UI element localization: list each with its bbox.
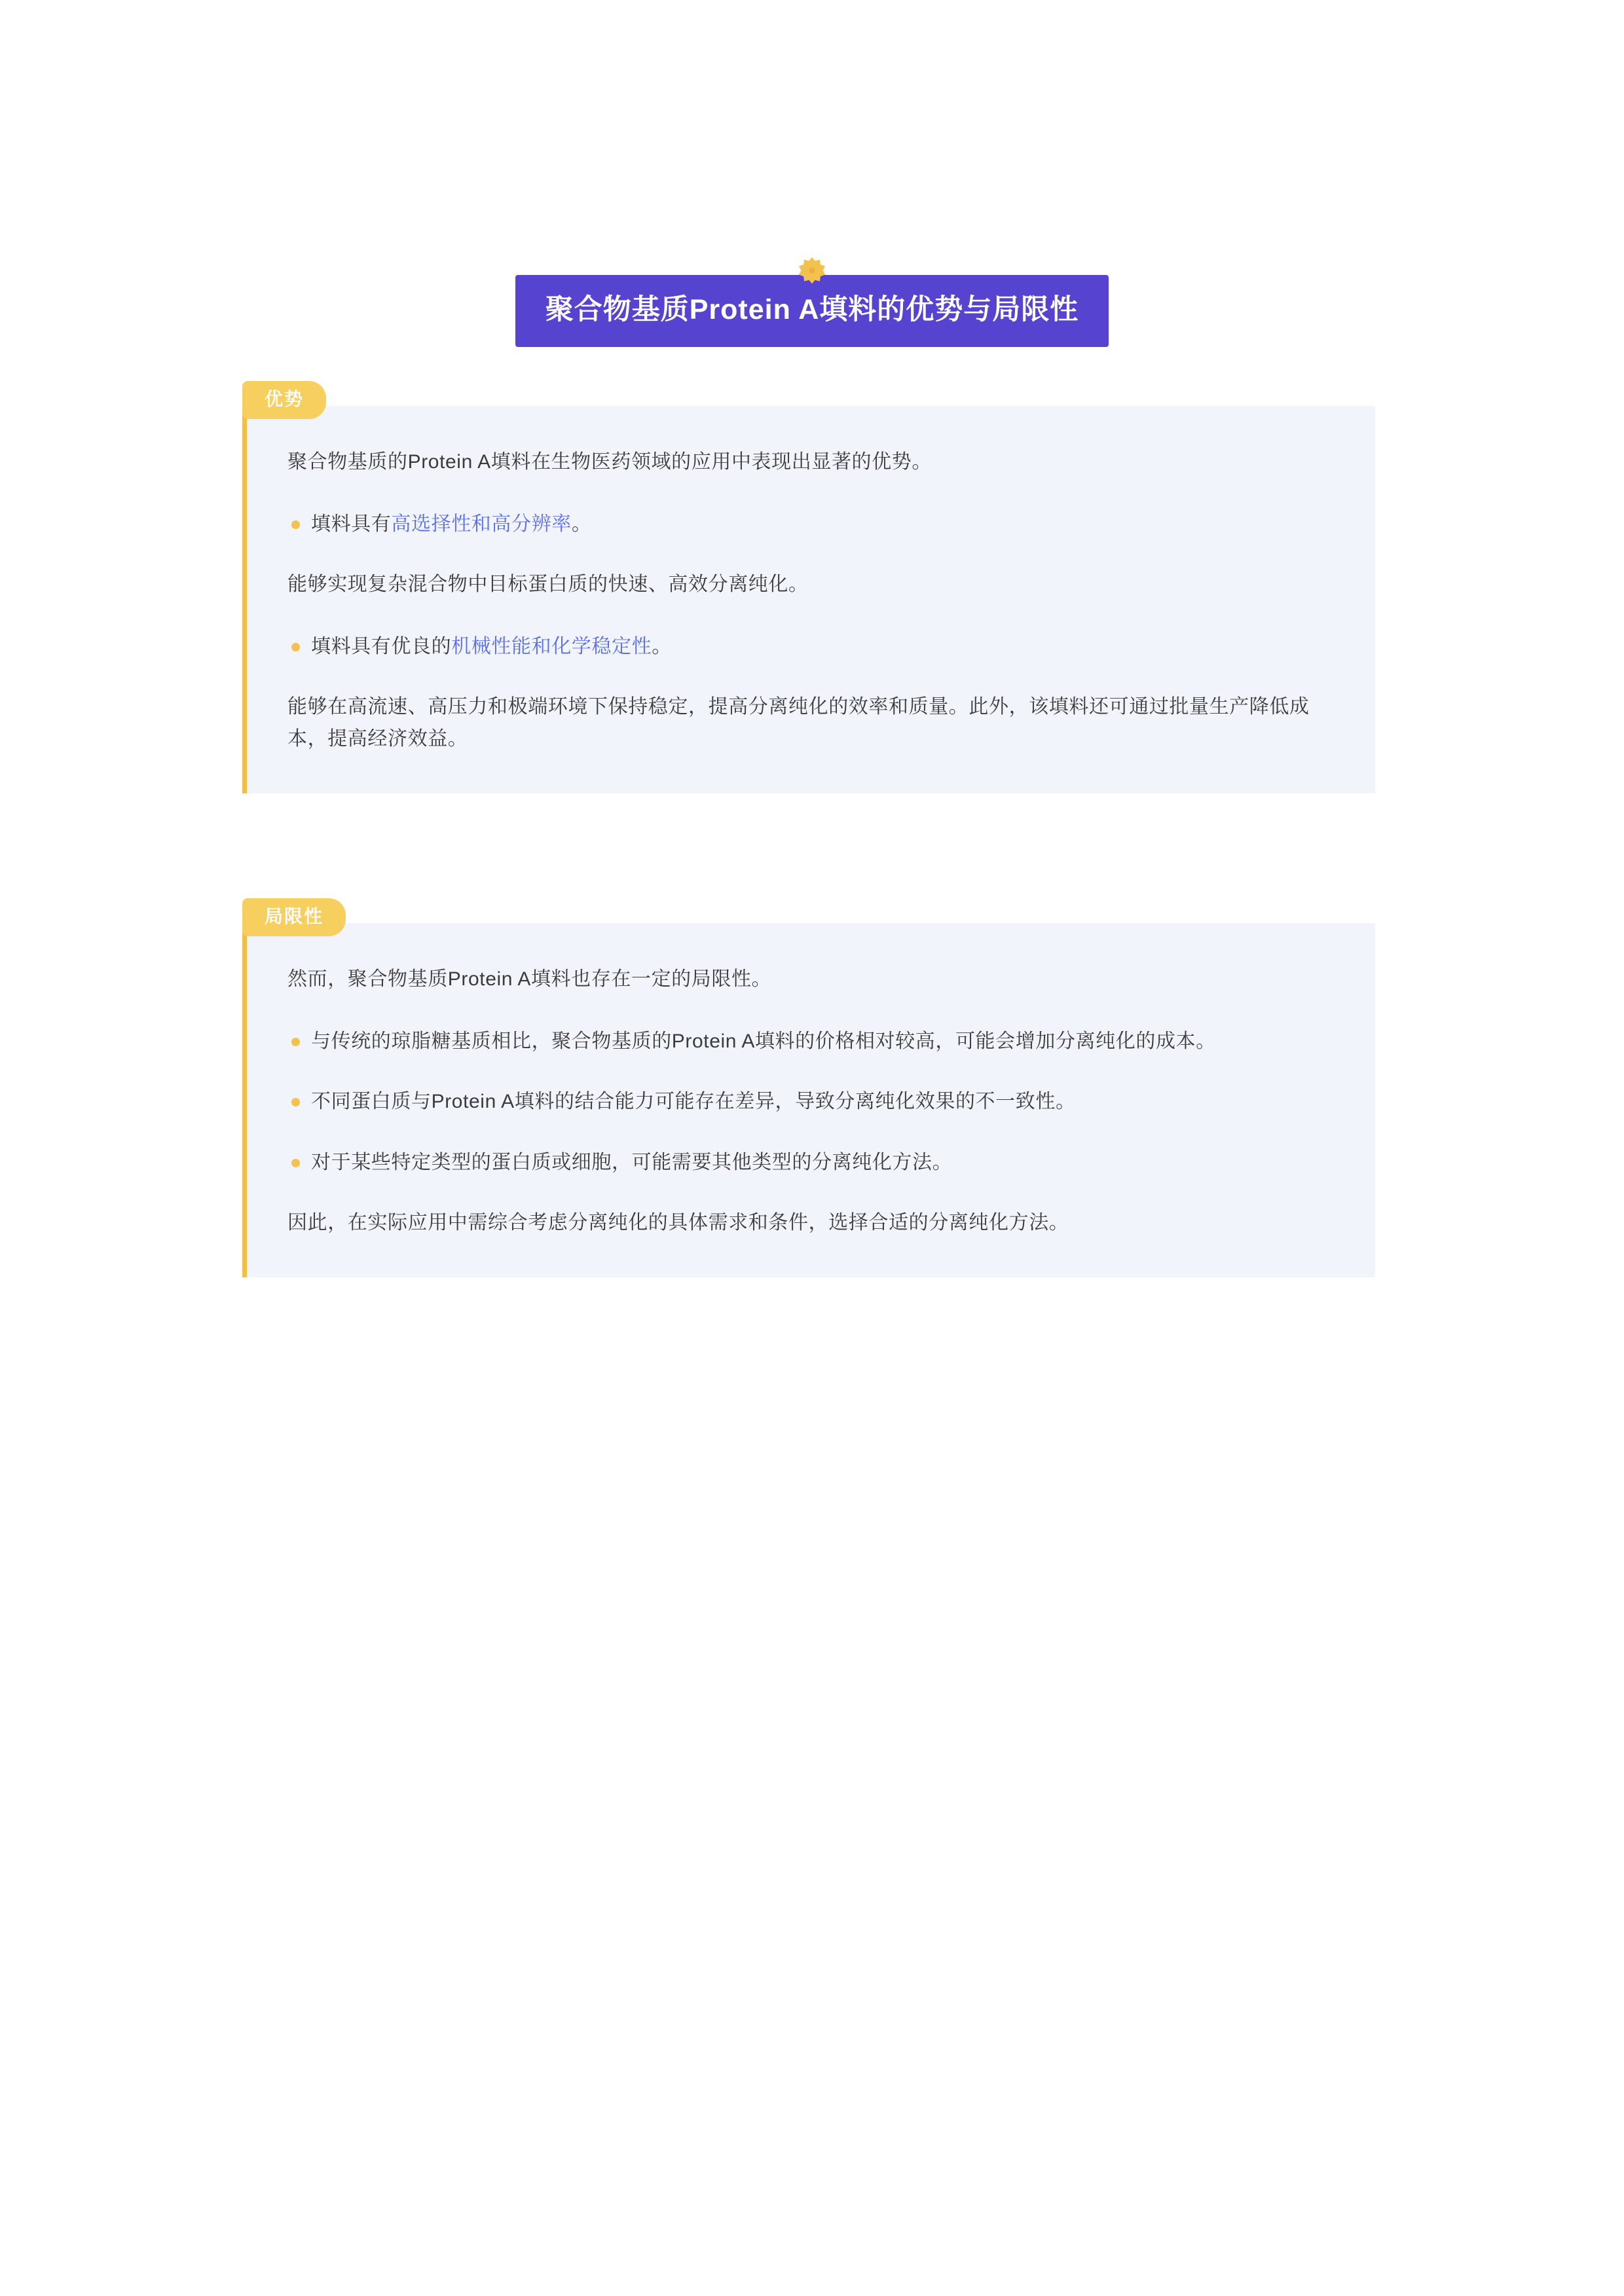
list-item [287,1086,1335,1118]
starburst-badge-icon [798,257,826,285]
list-item-highlight: 机械性能和化学稳定性 [451,635,652,657]
paragraph: 聚合物基质的Protein A填料在生物医药领域的应用中表现出显著的优势。 [287,451,932,473]
bullet-dot-icon [291,520,300,529]
section-tab-limitations: 局限性 [242,898,346,936]
bullet-dot-icon [291,1098,300,1106]
paragraph: 能够在高流速、高压力和极端环境下保持稳定，提高分离纯化的效率和质量。此外，该填料还可通过批量生产降低成本，提高经济效益。 [287,696,1310,750]
section-body-limitations [242,923,1375,1277]
list-item [287,1147,1335,1179]
paragraph: 因此，在实际应用中需综合考虑分离纯化的具体需求和条件，选择合适的分离纯化方法。 [287,1212,1069,1234]
paragraph: 能够实现复杂混合物中目标蛋白质的快速、高效分离纯化。 [287,574,809,596]
section-limitations [242,906,1375,1277]
list-item-highlight: 高选择性和高分辨率 [391,513,572,535]
section-advantages [242,389,1375,793]
bullet-dot-icon [291,643,300,651]
section-tab-advantages: 优势 [242,381,326,419]
list-item [287,1026,1335,1058]
title-banner [515,275,1109,347]
list-item-tail: 。 [652,635,672,657]
section-body-advantages [242,406,1375,793]
list-item-lead: 不同蛋白质与Protein A填料的结合能力可能存在差异，导致分离纯化效果的不一致性。 [311,1091,1076,1113]
page-title: 聚合物基质Protein A填料的优势与局限性 [545,294,1079,325]
list-item-lead: 填料具有 [311,513,392,535]
list-item [287,509,1335,541]
bullet-dot-icon [291,1159,300,1167]
list-item-lead: 对于某些特定类型的蛋白质或细胞，可能需要其他类型的分离纯化方法。 [311,1151,953,1173]
list-item-lead: 填料具有优良的 [311,635,452,657]
bullet-dot-icon [291,1038,300,1046]
paragraph: 然而，聚合物基质Protein A填料也存在一定的局限性。 [287,968,772,990]
list-item-lead: 与传统的琼脂糖基质相比，聚合物基质的Protein A填料的价格相对较高，可能会增加分离纯化的成本。 [311,1030,1216,1052]
document-title-area [528,275,1096,347]
list-item [287,631,1335,663]
list-item-tail: 。 [571,513,592,535]
